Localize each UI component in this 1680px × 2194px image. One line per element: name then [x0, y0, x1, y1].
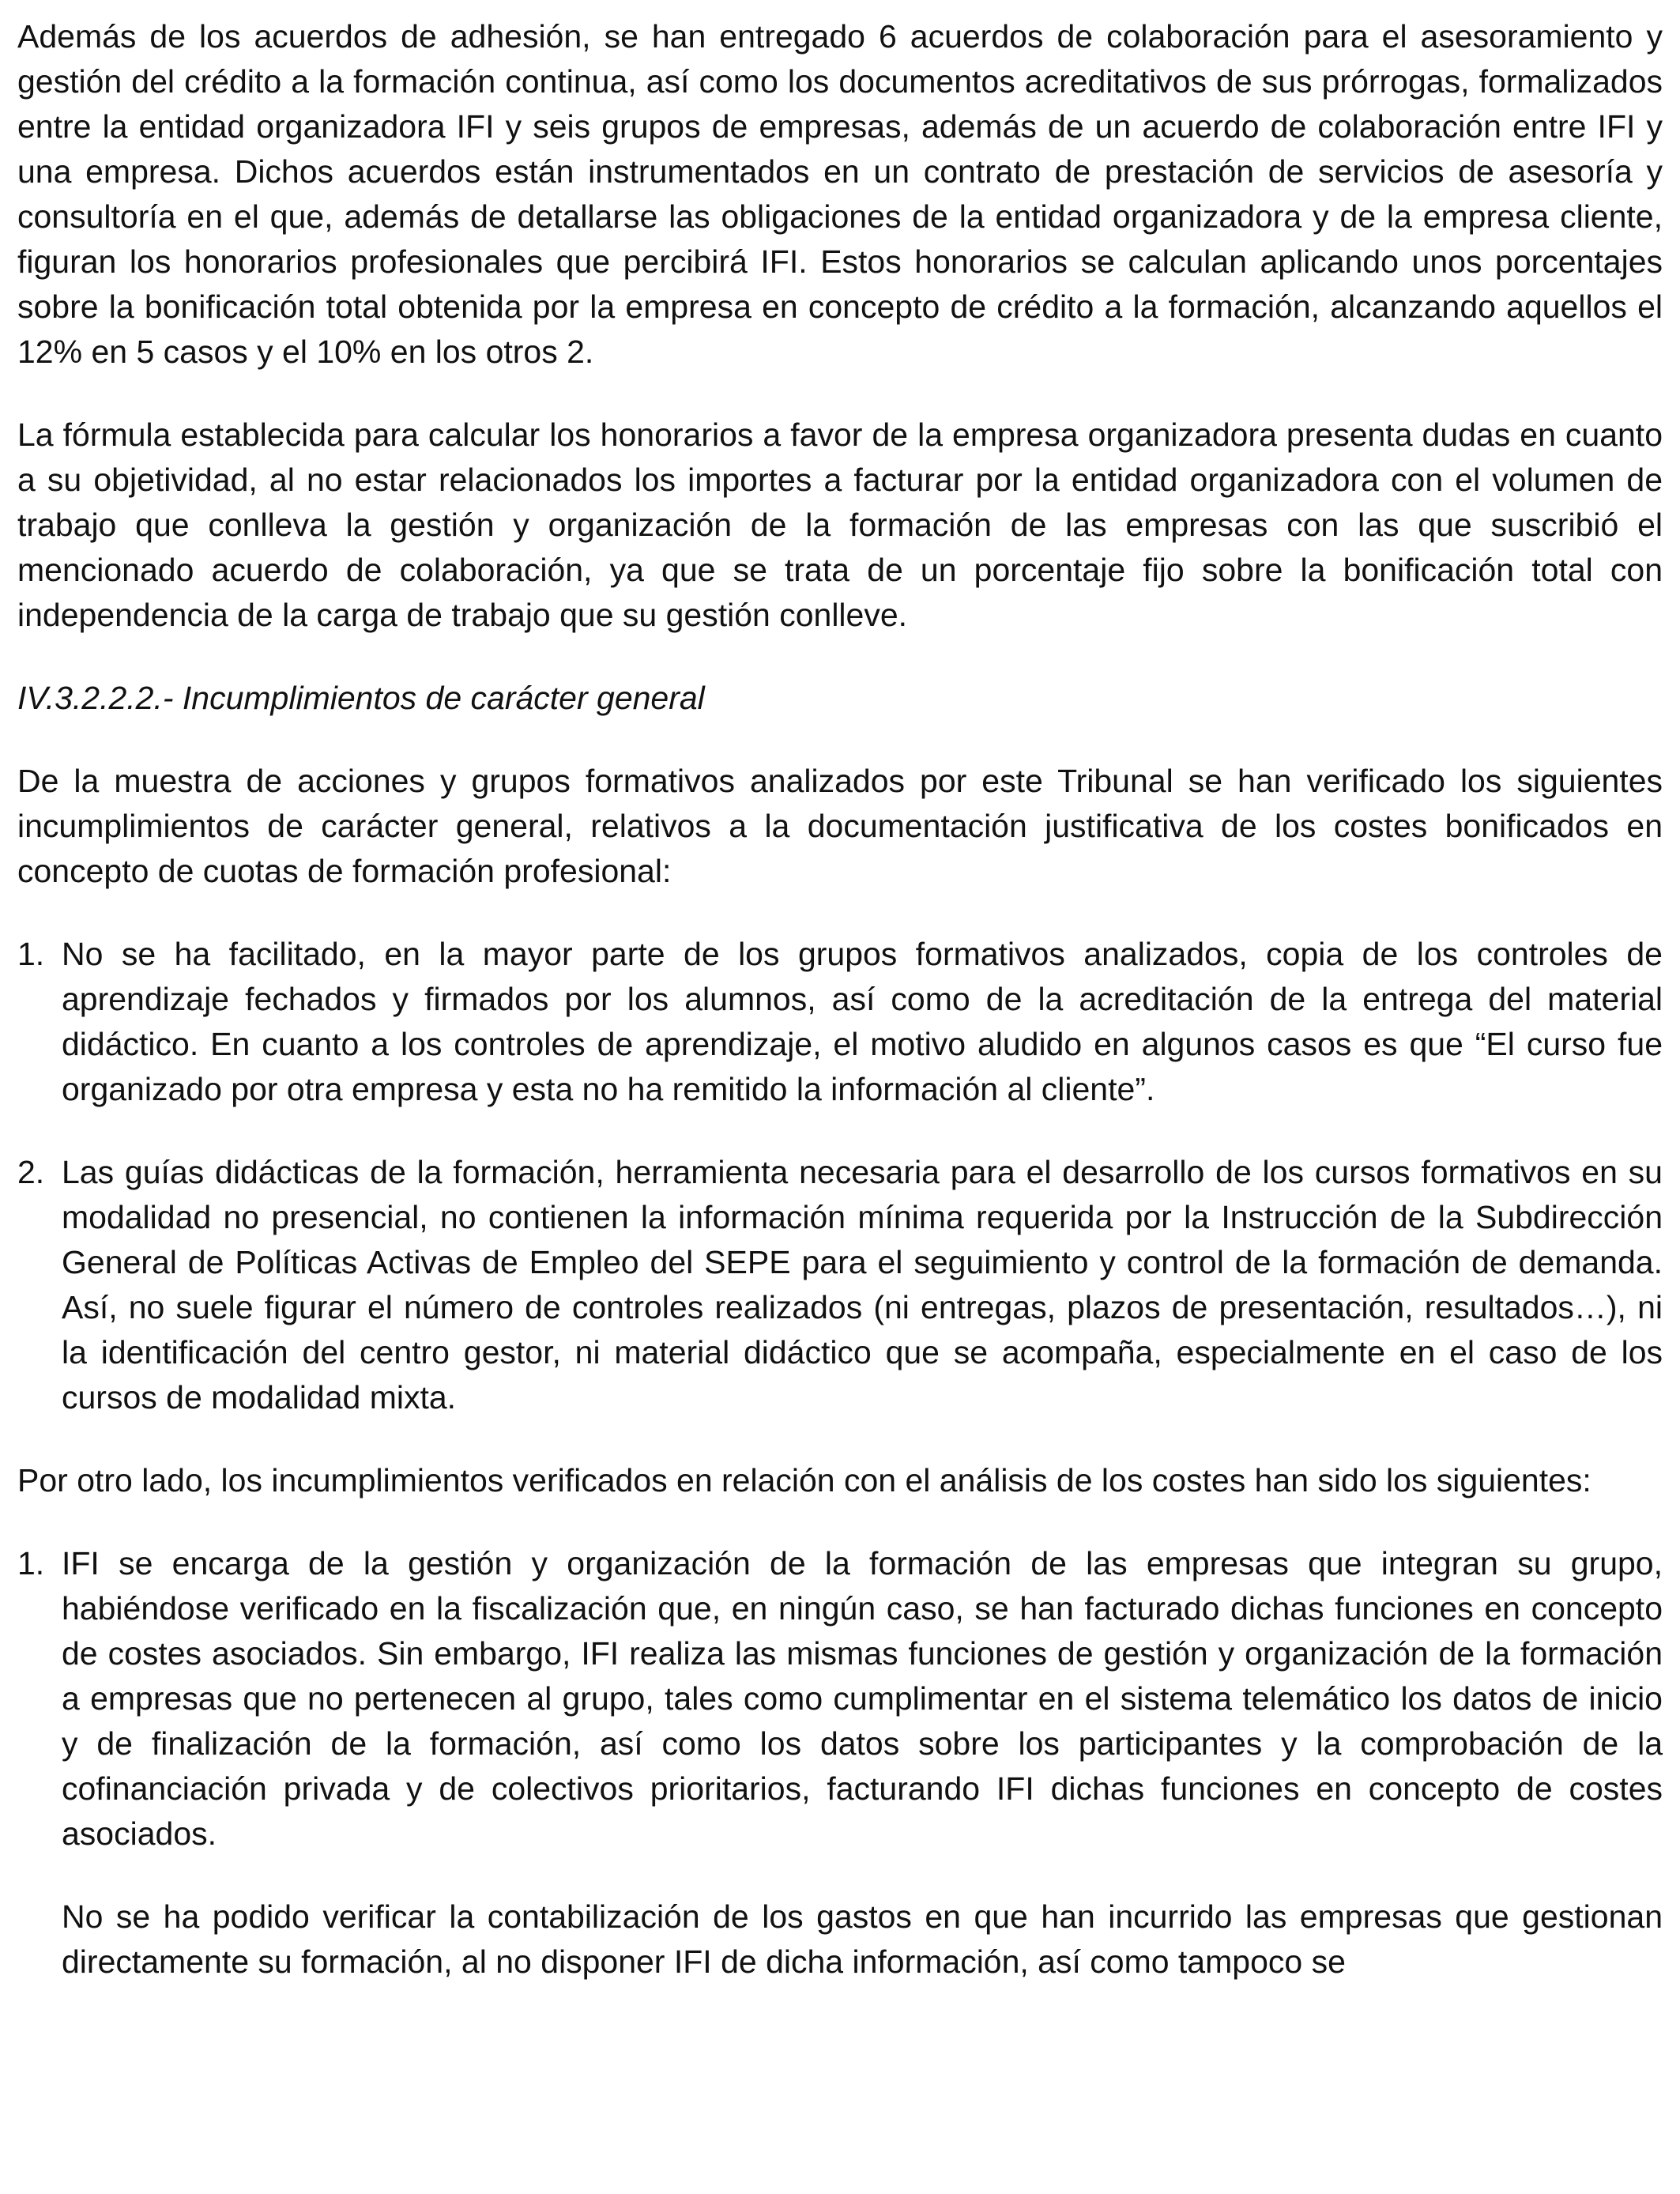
document-page [17, 14, 1663, 1985]
list-item-text: IFI se encarga de la gestión y organización de la formación de las empresas que integran su grupo, habiéndose verificado en la fiscalización que, en ningún caso, se han facturado dichas funciones en concepto de costes asociados. Sin embargo, IFI realiza las mismas funciones de gestión y organización de la formación a empresas que no pertenecen al grupo, tales como cumplimentar en el sistema telemático los datos de inicio y de finalización de la formación, así como los datos sobre los participantes y la comprobación de la cofinanciación privada y de colectivos prioritarios, facturando IFI dichas funciones en concepto de costes asociados. [62, 1545, 1663, 1852]
paragraph-acuerdos-colaboracion: Además de los acuerdos de adhesión, se han entregado 6 acuerdos de colaboración para el asesoramiento y gestión del crédito a la formación continua, así como los documentos acreditativos de sus prórrogas, formalizados entre la entidad organizadora IFI y seis grupos de empresas, además de un acuerdo de colaboración entre IFI y una empresa. Dichos acuerdos están instrumentados en un contrato de prestación de servicios de asesoría y consultoría en el que, además de detallarse las obligaciones de la entidad organizadora y de la empresa cliente, figuran los honorarios profesionales que percibirá IFI. Estos honorarios se calculan aplicando unos porcentajes sobre la bonificación total obtenida por la empresa en concepto de crédito a la formación, alcanzando aquellos el 12% en 5 casos y el 10% en los otros 2. [17, 18, 1663, 370]
list-item-number: 2. [17, 1154, 45, 1190]
list-item-text: No se ha facilitado, en la mayor parte de los grupos formativos analizados, copia de los controles de aprendizaje fechados y firmados por los alumnos, así como de la acreditación de la entrega del material didáctico. En cuanto a los controles de aprendizaje, el motivo aludido en algunos casos es que “El curso fue organizado por otra empresa y esta no ha remitido la información al cliente”. [62, 936, 1663, 1107]
section-heading: IV.3.2.2.2.- Incumplimientos de carácter general [17, 680, 705, 716]
list-item [17, 932, 1663, 1112]
incumplimientos-costes-list [17, 1541, 1663, 1857]
paragraph-muestra-acciones: De la muestra de acciones y grupos formativos analizados por este Tribunal se han verificado los siguientes incumplimientos de carácter general, relativos a la documentación justificativa de los costes bonificados en concepto de cuotas de formación profesional: [17, 763, 1663, 889]
paragraph-analisis-costes: Por otro lado, los incumplimientos verificados en relación con el análisis de los costes han sido los siguientes: [17, 1462, 1591, 1498]
list-item [17, 1541, 1663, 1857]
list-item-text: Las guías didácticas de la formación, herramienta necesaria para el desarrollo de los cursos formativos en su modalidad no presencial, no contienen la información mínima requerida por la Instrucción de la Subdirección General de Políticas Activas de Empleo del SEPE para el seguimiento y control de la formación de demanda. Así, no suele figurar el número de controles realizados (ni entregas, plazos de presentación, resultados…), ni la identificación del centro gestor, ni material didáctico que se acompaña, especialmente en el caso de los cursos de modalidad mixta. [62, 1154, 1663, 1416]
list-item-continuation: No se ha podido verificar la contabilización de los gastos en que han incurrido las empresas que gestionan directamente su formación, al no disponer IFI de dicha información, así como tampoco se [62, 1898, 1663, 1980]
list-item-number: 1. [17, 1545, 45, 1581]
list-item [17, 1150, 1663, 1420]
paragraph-formula-honorarios: La fórmula establecida para calcular los honorarios a favor de la empresa organizadora presenta dudas en cuanto a su objetividad, al no estar relacionados los importes a facturar por la entidad organizadora con el volumen de trabajo que conlleva la gestión y organización de la formación de las empresas con las que suscribió el mencionado acuerdo de colaboración, ya que se trata de un porcentaje fijo sobre la bonificación total con independencia de la carga de trabajo que su gestión conlleve. [17, 417, 1663, 633]
incumplimientos-generales-list [17, 932, 1663, 1420]
list-item-number: 1. [17, 936, 45, 972]
